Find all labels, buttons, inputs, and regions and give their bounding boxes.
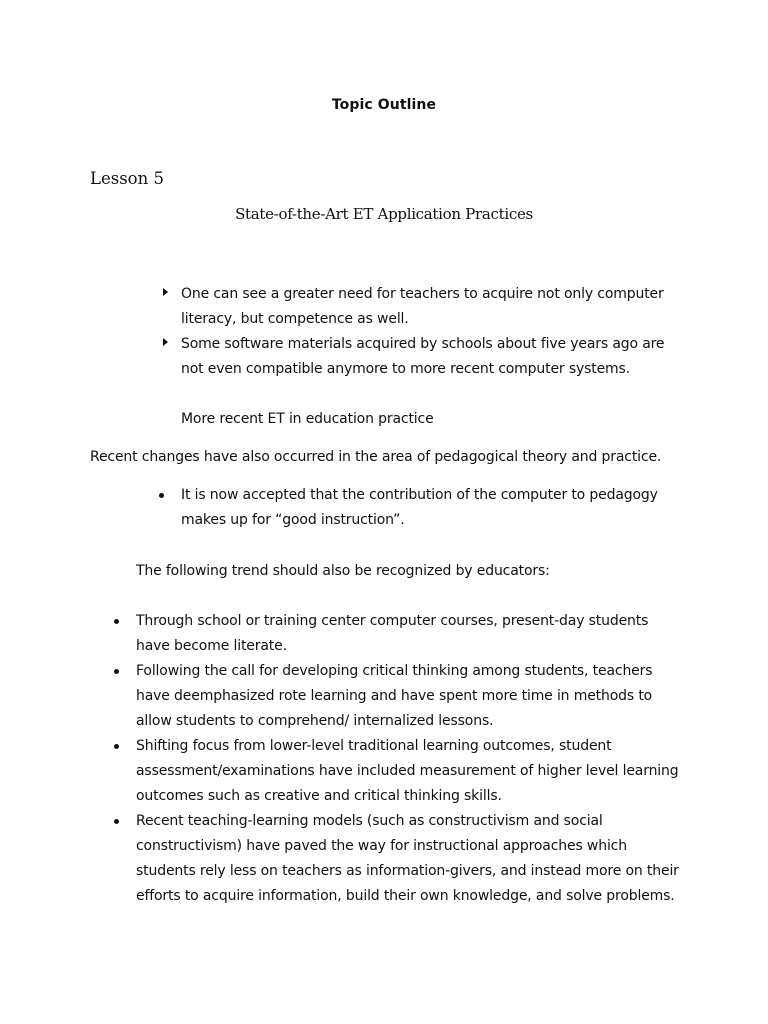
list-item — [136, 809, 686, 909]
list-item-text: Shifting focus from lower-level traditional learning outcomes, student assessment/examinations have included measurement of higher level learning outcomes such as creative and critical thinking skills. — [136, 738, 679, 804]
section-title: State-of-the-Art ET Application Practices — [235, 205, 533, 223]
trend-intro: The following trend should also be recognized by educators: — [136, 563, 550, 579]
list-item-text: One can see a greater need for teachers to acquire not only computer literacy, but competence as well. — [181, 286, 664, 327]
list-item — [136, 659, 686, 734]
list-item-text: Some software materials acquired by schools about five years ago are not even compatible anymore to more recent computer systems. — [181, 336, 665, 377]
dot-bullet-icon — [114, 744, 119, 749]
list-item — [136, 734, 686, 809]
triangle-bullet-icon — [163, 338, 168, 346]
list-item — [181, 483, 691, 533]
triangle-bullet-icon — [163, 288, 168, 296]
list-item-text: Recent teaching-learning models (such as constructivism and social constructivism) have paved the way for instructional approaches which students rely less on teachers as information-givers, and instead more on their efforts to acquire information, build their own knowledge, and solve problems. — [136, 813, 679, 904]
dot-bullet-icon — [159, 493, 164, 498]
list-item — [181, 282, 691, 332]
trends-list — [136, 609, 686, 909]
list-item — [136, 609, 686, 659]
list-item-text: Following the call for developing critical thinking among students, teachers have deemphasized rote learning and have spent more time in methods to allow students to comprehend/ internalized lessons. — [136, 663, 653, 729]
recent-et-heading: More recent ET in education practice — [181, 411, 434, 427]
pedagogy-list — [181, 483, 691, 533]
dot-bullet-icon — [114, 619, 119, 624]
list-item-text: It is now accepted that the contribution of the computer to pedagogy makes up for “good instruction”. — [181, 487, 658, 528]
topic-title: Topic Outline — [331, 97, 437, 113]
list-item-text: Through school or training center computer courses, present-day students have become literate. — [136, 613, 649, 654]
teacher-needs-list — [181, 282, 691, 382]
list-item — [181, 332, 691, 382]
dot-bullet-icon — [114, 819, 119, 824]
lesson-label: Lesson 5 — [90, 169, 164, 188]
dot-bullet-icon — [114, 669, 119, 674]
recent-changes-paragraph: Recent changes have also occurred in the area of pedagogical theory and practice. — [90, 449, 662, 465]
